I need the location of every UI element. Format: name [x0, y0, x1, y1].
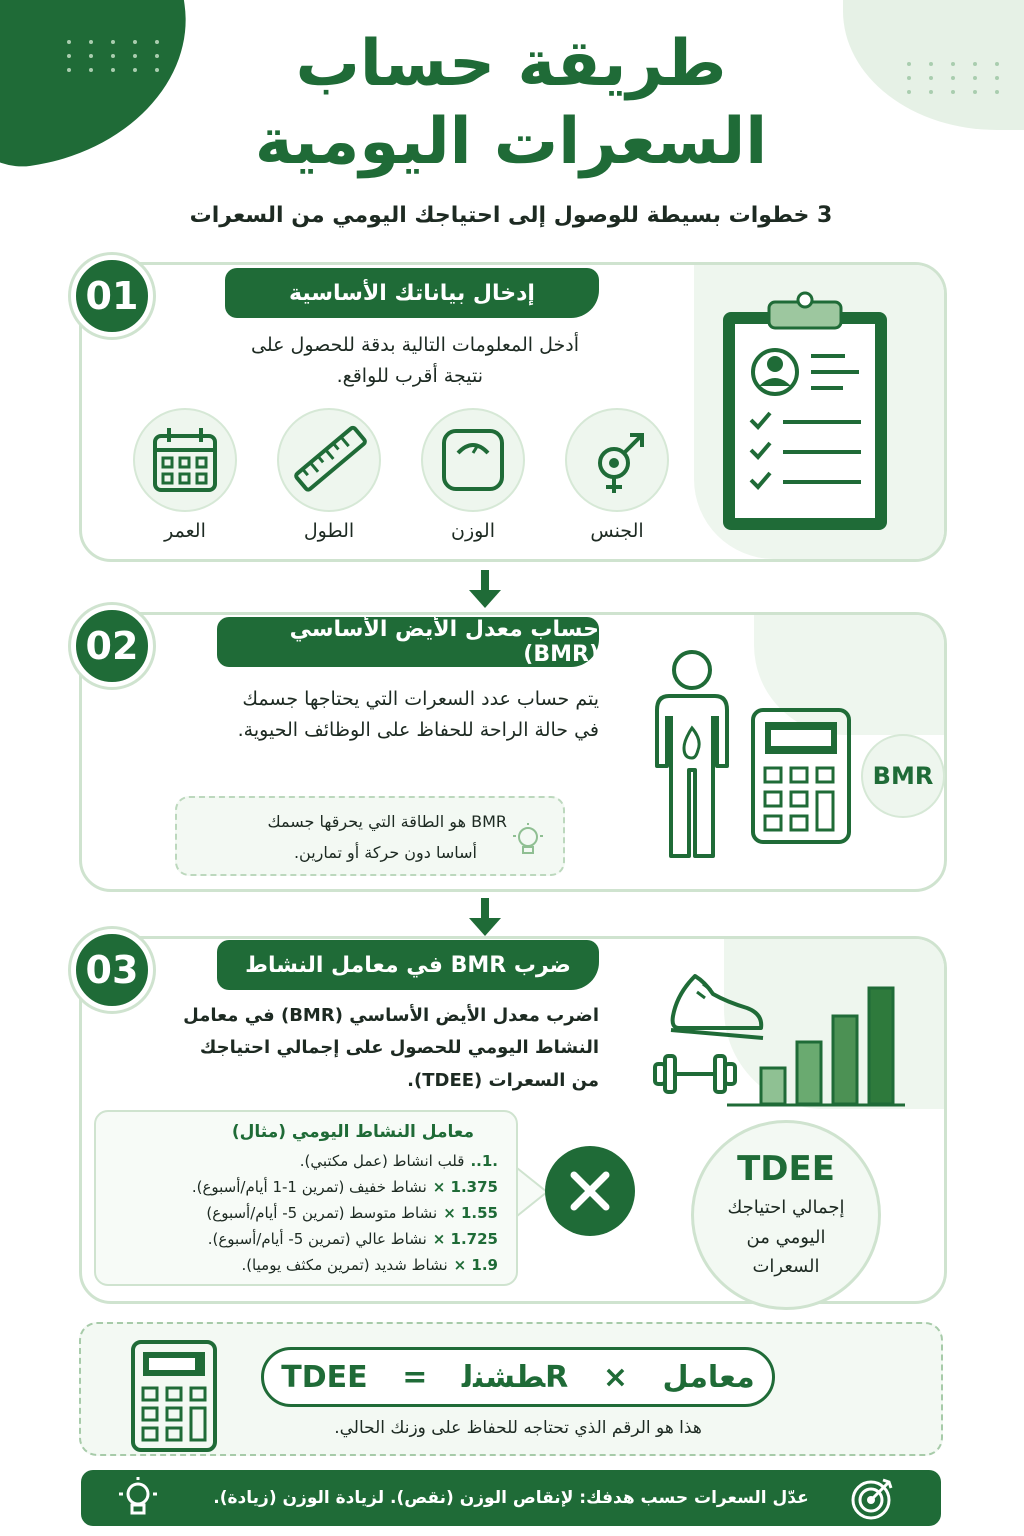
tdee-circle [692, 1120, 882, 1310]
step1-number: 01 [72, 255, 154, 337]
factor-row: × 1.9 نشاط شديد (تمرين مكثف يوميا). [242, 1256, 499, 1274]
footer-text: عدّل السعرات حسب هدفك: لإنقاص الوزن (نقص). لزيادة الوزن (زيادة). [214, 1488, 810, 1508]
step3-description: اضرب معدل الأيض الأساسي (BMR) في معامل النشاط اليومي للحصول على إجمالي احتياجك من السعرات (TDEE). [184, 1005, 600, 1091]
calendar-icon [134, 408, 238, 512]
ruler-icon [278, 408, 382, 512]
input-label-gender: الجنس [591, 520, 645, 542]
input-label-weight: الوزن [451, 520, 496, 542]
calculator-icon [752, 708, 852, 844]
factor-row: × 1.55 نشاط متوسط (تمرين 5- أيام/أسبوع) [207, 1204, 499, 1222]
lightbulb-icon [512, 822, 546, 860]
calculator-icon [132, 1340, 218, 1452]
target-icon [850, 1476, 896, 1522]
arrow-down-icon [468, 898, 504, 938]
factors-title: معامل النشاط اليومي (مثال) [232, 1122, 475, 1142]
bar-growth-icon [728, 984, 908, 1108]
formula-activity: ﻄﺸﻨﻟR [462, 1359, 570, 1395]
body-icon [650, 648, 736, 860]
gender-icon [566, 408, 670, 512]
activity-factors-box [95, 1110, 519, 1286]
lightbulb-icon [118, 1476, 160, 1520]
factor-row: × 1.725 نشاط عالي (تمرين 5- أيام/أسبوع). [208, 1230, 499, 1248]
step1-heading: إدخال بياناتك الأساسية [226, 268, 600, 318]
formula-equals: = [403, 1359, 429, 1395]
dumbbell-icon [652, 1052, 740, 1096]
step3-heading: ضرب BMR في معامل النشاط [218, 940, 600, 990]
bmr-tip-box: BMR هو الطاقة التي يحرقها جسمك أساسا دون حركة أو تمارين. [176, 796, 566, 876]
step2-heading: حساب معدل الأيض الأساسي (BMR) [218, 617, 600, 667]
page-title: طريقة حساب [296, 27, 728, 101]
formula-caption: هذا هو الرقم الذي تحتاجه للحفاظ على وزنك الحالي. [335, 1418, 703, 1438]
step1-description: أدخل المعلومات التالية بدقة للحصول على نتيجة أقرب للواقع. [252, 334, 580, 388]
bmr-badge: BMR [862, 734, 946, 818]
step2-description: يتم حساب عدد السعرات التي يحتاجها جسمك في حالة الراحة للحفاظ على الوظائف الحيوية. [238, 688, 600, 742]
scale-icon [422, 408, 526, 512]
step3-number: 03 [72, 929, 154, 1011]
footer-tip [82, 1470, 942, 1526]
tdee-label: TDEE [738, 1149, 836, 1189]
input-label-height: الطول [304, 520, 356, 542]
tdee-description: إجمالي احتياجك اليومي من السعرات [728, 1197, 846, 1278]
factor-row: ..1. قلب انشاط (عمل مكتبي). [300, 1152, 499, 1170]
formula-factor: معامل [663, 1359, 756, 1395]
formula-tdee: TDEE [282, 1359, 369, 1395]
arrow-down-icon [468, 570, 504, 610]
page-subtitle: 3 خطوات بسيطة للوصول إلى احتياجك اليومي من السعرات [190, 203, 834, 228]
pointer-icon [516, 1166, 550, 1218]
factor-row: × 1.375 نشاط خفيف (تمرين 1-1 أيام/أسبوع). [192, 1178, 499, 1196]
page-title-line2: السعرات اليومية [255, 105, 769, 179]
multiply-icon [546, 1146, 636, 1236]
formula-times: × [603, 1359, 629, 1395]
clipboard-icon [720, 290, 892, 534]
tdee-formula [262, 1347, 776, 1407]
step2-number: 02 [72, 605, 154, 687]
input-label-age: العمر [165, 520, 207, 542]
